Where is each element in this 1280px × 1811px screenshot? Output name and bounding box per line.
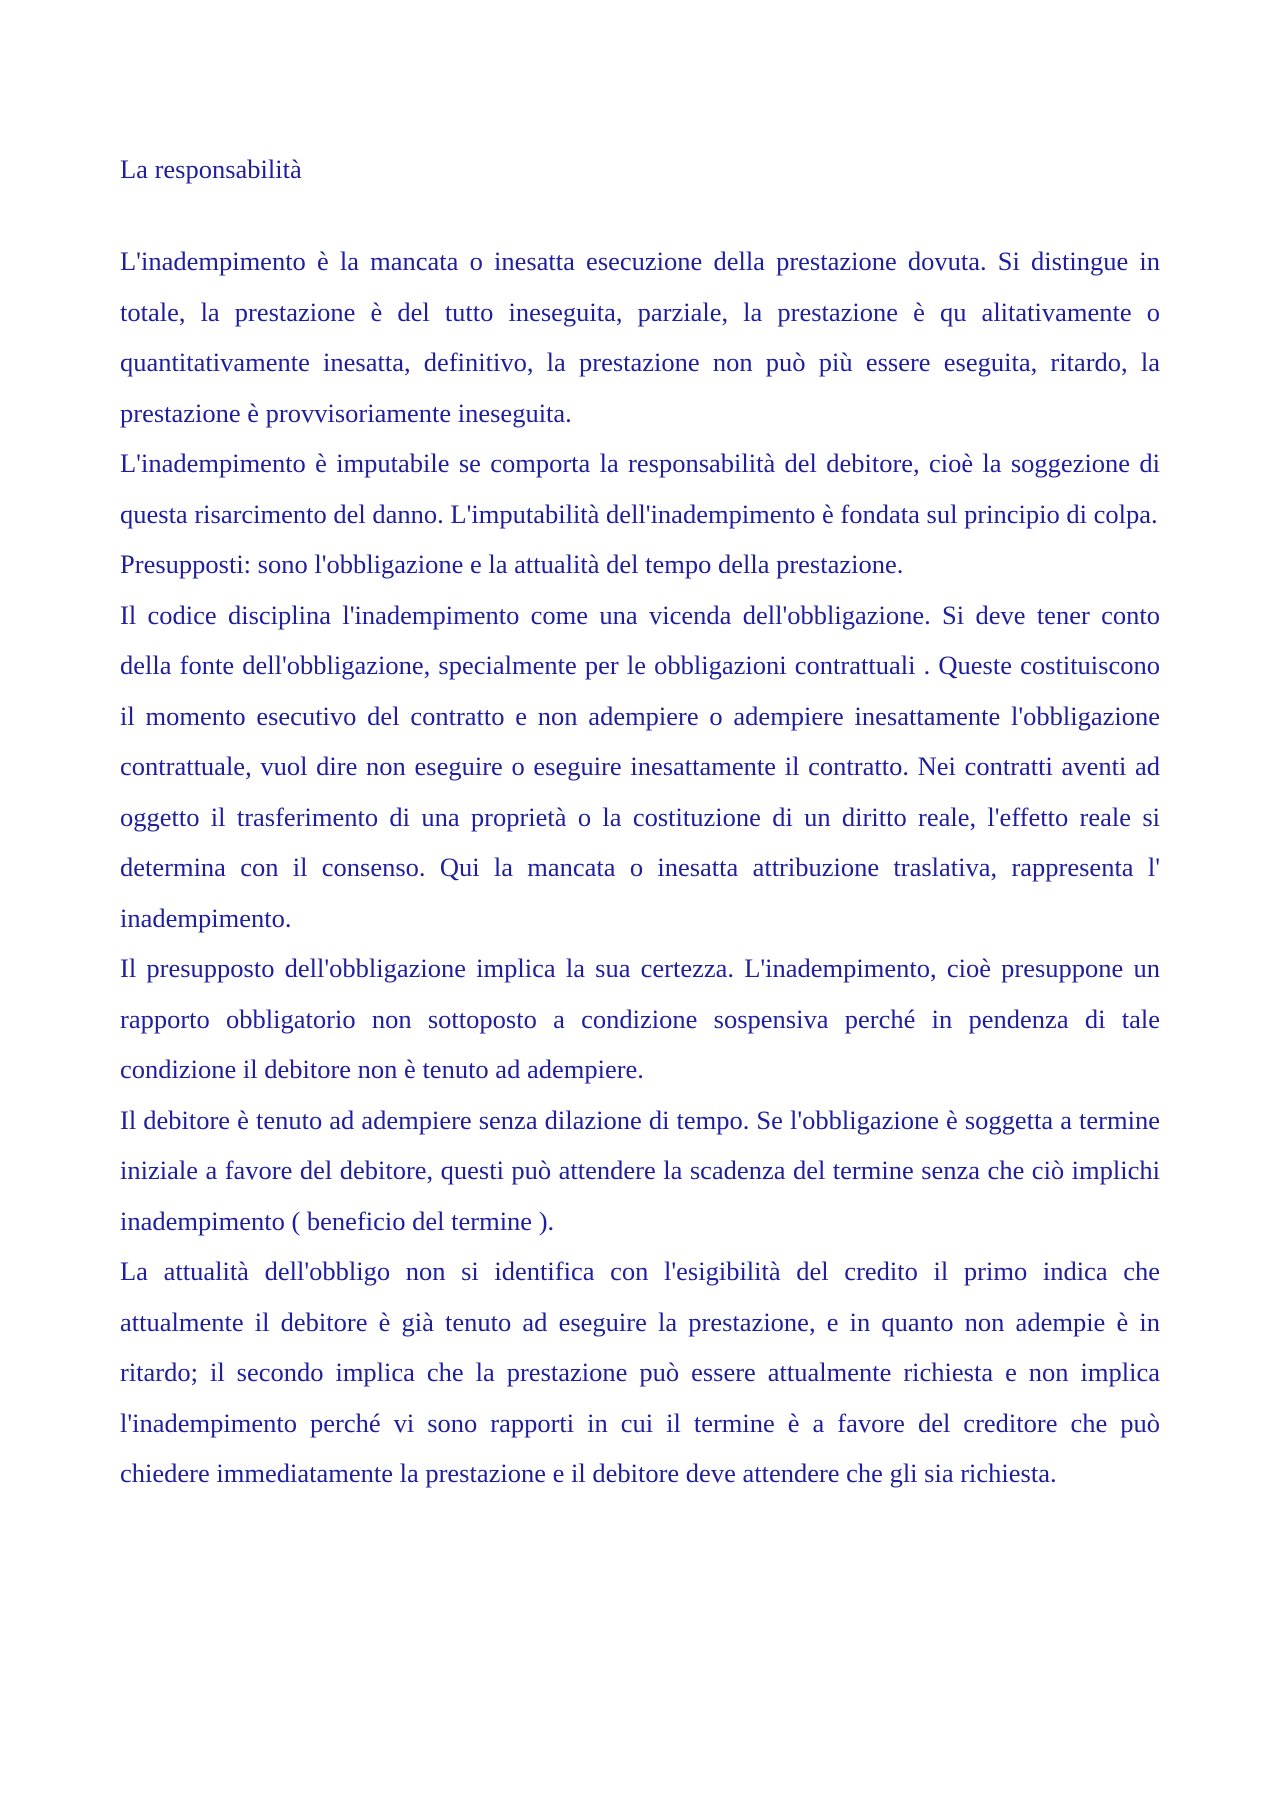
paragraph-termine: Il debitore è tenuto ad adempiere senza dilazione di tempo. Se l'obbligazione è soggetta a termine iniziale a favore del debitore, questi può attendere la scadenza del termine senza che ciò implichi inadempimento ( beneficio del termine ). [120, 1104, 1160, 1236]
document-title: La responsabilità [120, 154, 302, 184]
document-body [120, 148, 1160, 1499]
paragraph-imputabilita: L'inadempimento è imputabile se comporta la responsabilità del debitore, cioè la soggezione di questa risarcimento del danno. L'imputabilità dell'inadempimento è fondata sul principio di colpa. [120, 448, 1160, 529]
paragraph-codice: Il codice disciplina l'inadempimento come una vicenda dell'obbligazione. Si deve tener conto della fonte dell'obbligazione, specialmente per le obbligazioni contrattuali . Queste costituiscono il momento esecutivo del contratto e non adempiere o adempiere inesattamente l'obbligazione contrattuale, vuol dire non eseguire o eseguire inesattamente il contratto. Nei contratti aventi ad oggetto il trasferimento di una proprietà o la costituzione di un diritto reale, l'effetto reale si determina con il consenso. Qui la mancata o inesatta attribuzione traslativa, rappresenta l' inadempimento. [120, 599, 1160, 933]
paragraph-certezza: Il presupposto dell'obbligazione implica la sua certezza. L'inadempimento, cioè presuppone un rapporto obbligatorio non sottoposto a condizione sospensiva perché in pendenza di tale condizione il debitore non è tenuto ad adempiere. [120, 953, 1160, 1084]
paragraph-inadempimento-definizione: L'inadempimento è la mancata o inesatta esecuzione della prestazione dovuta. Si distingue in totale, la prestazione è del tutto ineseguita, parziale, la prestazione è qu alitativamente o quantitativamente inesatta, definitivo, la prestazione non può più essere eseguita, ritardo, la prestazione è provvisoriamente ineseguita. [120, 246, 1160, 428]
paragraph-presupposti: Presupposti: sono l'obbligazione e la attualità del tempo della prestazione. [120, 549, 904, 579]
paragraph-attualita: La attualità dell'obbligo non si identifica con l'esigibilità del credito il primo indica che attualmente il debitore è già tenuto ad eseguire la prestazione, e in quanto non adempie è in ritardo; il secondo implica che la prestazione può essere attualmente richiesta e non implica l'inadempimento perché vi sono rapporti in cui il termine è a favore del creditore che può chiedere immediatamente la prestazione e il debitore deve attendere che gli sia richiesta. [120, 1256, 1160, 1488]
